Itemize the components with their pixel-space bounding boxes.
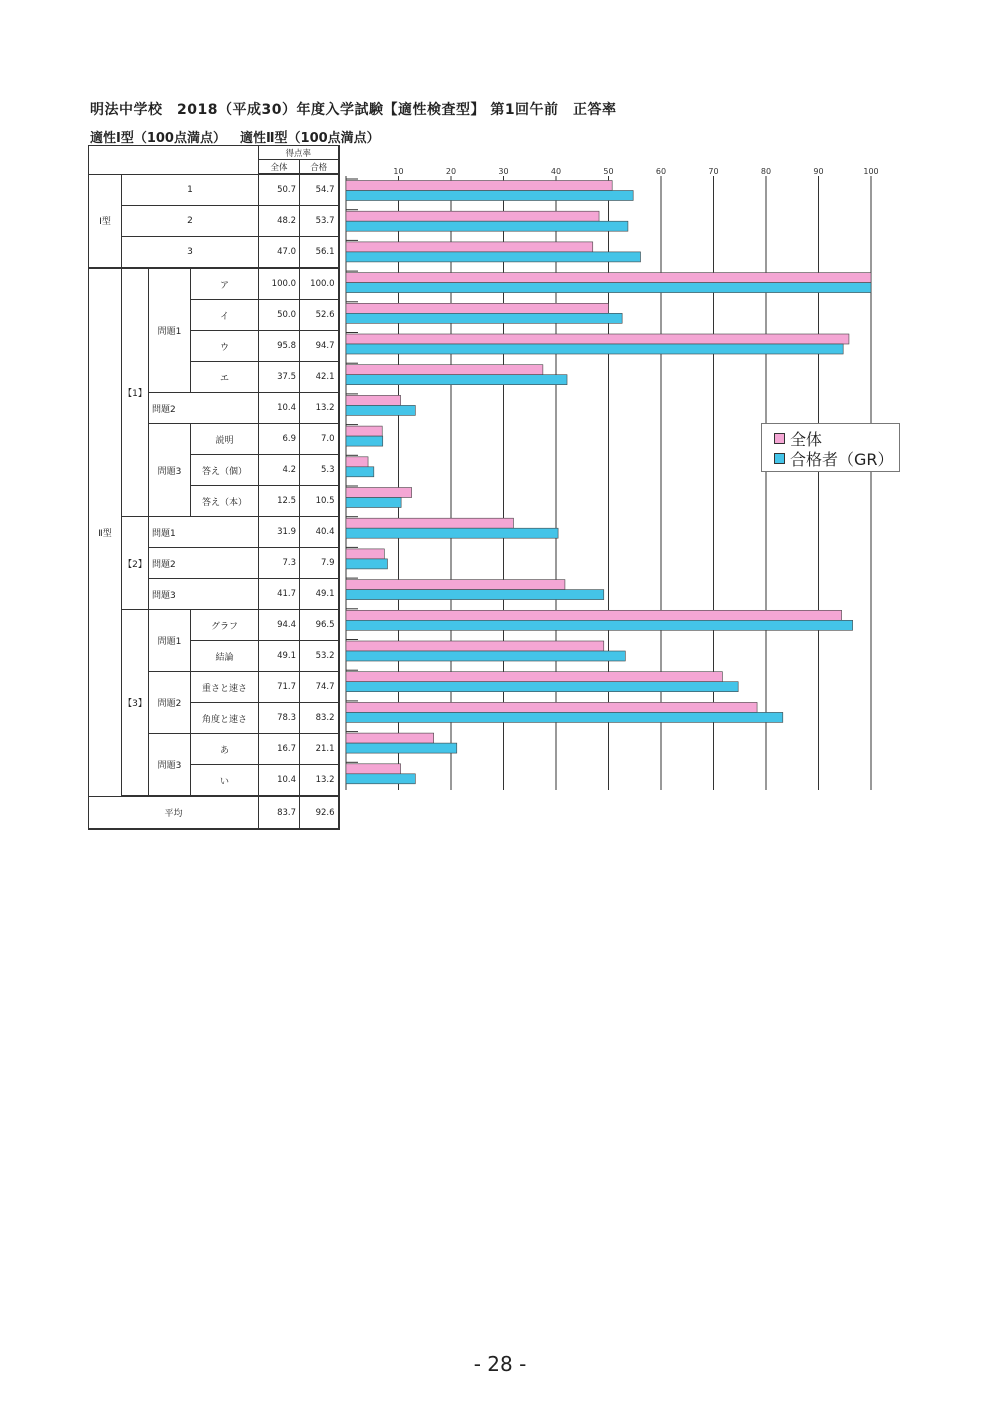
row-label: 問題3 — [149, 579, 259, 610]
cell-all: 50.7 — [259, 174, 300, 206]
cell-all: 95.8 — [259, 331, 300, 362]
average-pass: 92.6 — [300, 796, 339, 829]
bar-all — [346, 334, 849, 344]
score-table — [88, 145, 340, 830]
group-type2: Ⅱ型 — [89, 268, 122, 796]
x-tick-label: 30 — [498, 167, 509, 176]
cell-all: 94.4 — [259, 610, 300, 641]
row-label: イ — [191, 300, 259, 331]
x-tick-label: 10 — [393, 167, 404, 176]
cell-all: 31.9 — [259, 517, 300, 548]
group-type1: Ⅰ型 — [89, 174, 122, 268]
bar-pass — [346, 620, 853, 630]
row-label: 角度と速さ — [191, 703, 259, 734]
bar-all — [346, 488, 412, 498]
legend-swatch-pass — [774, 453, 785, 464]
cell-pass: 83.2 — [300, 703, 339, 734]
page-number: - 28 - — [473, 1352, 527, 1376]
row-label: 2 — [122, 206, 259, 237]
row-label: い — [191, 765, 259, 797]
cell-all: 50.0 — [259, 300, 300, 331]
x-tick-label: 40 — [550, 167, 562, 176]
cell-all: 4.2 — [259, 455, 300, 486]
bar-all — [346, 518, 513, 528]
section-1: 【1】 — [122, 268, 149, 517]
cell-all: 37.5 — [259, 362, 300, 393]
bar-all — [346, 641, 604, 651]
row-label: 答え（個） — [191, 455, 259, 486]
bar-pass — [346, 405, 415, 415]
cell-pass: 100.0 — [300, 268, 339, 300]
bar-pass — [346, 528, 558, 538]
bar-all — [346, 365, 543, 375]
x-tick-label: 100 — [863, 167, 879, 176]
question-1: 問題1 — [149, 610, 191, 672]
header-all: 全体 — [259, 160, 300, 175]
cell-all: 78.3 — [259, 703, 300, 734]
cell-pass: 13.2 — [300, 765, 339, 797]
cell-pass: 94.7 — [300, 331, 339, 362]
bar-pass — [346, 436, 383, 446]
x-tick-label: 90 — [813, 167, 824, 176]
cell-all: 100.0 — [259, 268, 300, 300]
section-3: 【3】 — [122, 610, 149, 797]
cell-all: 49.1 — [259, 641, 300, 672]
x-tick-label: 50 — [603, 167, 614, 176]
cell-pass: 42.1 — [300, 362, 339, 393]
x-tick-label: 60 — [655, 167, 667, 176]
bar-pass — [346, 252, 641, 262]
cell-all: 10.4 — [259, 765, 300, 797]
cell-all: 16.7 — [259, 734, 300, 765]
question-3: 問題3 — [149, 734, 191, 797]
cell-all: 41.7 — [259, 579, 300, 610]
header-pass: 合格 — [300, 160, 339, 175]
page-title: 明法中学校 2018（平成30）年度入学試験【適性検査型】 第1回午前 正答率 — [90, 102, 617, 118]
legend-item-pass — [762, 448, 899, 468]
cell-all: 47.0 — [259, 237, 300, 269]
x-tick-label: 70 — [708, 167, 719, 176]
bar-all — [346, 764, 401, 774]
row-label: 問題2 — [149, 548, 259, 579]
bar-pass — [346, 712, 783, 722]
bar-all — [346, 211, 599, 221]
subtitle-type2: 適性Ⅱ型（100点満点） — [239, 131, 380, 146]
average-label: 平均 — [89, 796, 259, 829]
cell-pass: 53.2 — [300, 641, 339, 672]
bar-pass — [346, 313, 622, 323]
cell-pass: 5.3 — [300, 455, 339, 486]
bar-pass — [346, 467, 374, 477]
cell-all: 12.5 — [259, 486, 300, 517]
bar-pass — [346, 743, 457, 753]
row-label: ウ — [191, 331, 259, 362]
cell-all: 10.4 — [259, 393, 300, 424]
bar-pass — [346, 498, 401, 508]
bar-all — [346, 702, 757, 712]
bar-all — [346, 610, 842, 620]
bar-all — [346, 303, 609, 313]
bar-all — [346, 426, 382, 436]
cell-pass: 74.7 — [300, 672, 339, 703]
row-label: 説明 — [191, 424, 259, 455]
cell-pass: 54.7 — [300, 174, 339, 206]
row-label: 問題2 — [149, 393, 259, 424]
question-2: 問題2 — [149, 672, 191, 734]
cell-pass: 96.5 — [300, 610, 339, 641]
bar-all — [346, 181, 612, 191]
section-2: 【2】 — [122, 517, 149, 610]
x-tick-label: 20 — [445, 167, 457, 176]
bar-all — [346, 242, 593, 252]
cell-pass: 21.1 — [300, 734, 339, 765]
row-label: 1 — [122, 174, 259, 206]
average-all: 83.7 — [259, 796, 300, 829]
cell-pass: 52.6 — [300, 300, 339, 331]
row-label: あ — [191, 734, 259, 765]
bar-pass — [346, 283, 871, 293]
bar-pass — [346, 191, 633, 201]
cell-all: 7.3 — [259, 548, 300, 579]
bar-chart — [340, 160, 880, 800]
bar-pass — [346, 682, 738, 692]
legend-item-all — [762, 428, 899, 448]
cell-pass: 40.4 — [300, 517, 339, 548]
question-1: 問題1 — [149, 268, 191, 393]
bar-pass — [346, 651, 625, 661]
row-label: 結論 — [191, 641, 259, 672]
bar-all — [346, 733, 434, 743]
row-label: 答え（本） — [191, 486, 259, 517]
bar-all — [346, 457, 368, 467]
bar-all — [346, 395, 401, 405]
cell-all: 6.9 — [259, 424, 300, 455]
row-label: グラフ — [191, 610, 259, 641]
legend-label-pass: 合格者（GR） — [790, 449, 894, 469]
cell-pass: 10.5 — [300, 486, 339, 517]
bar-all — [346, 549, 384, 559]
legend-swatch-all — [774, 433, 785, 444]
bar-pass — [346, 375, 567, 385]
bar-all — [346, 273, 871, 283]
header-rate: 得点率 — [259, 146, 339, 160]
bar-pass — [346, 559, 387, 569]
row-label: 重さと速さ — [191, 672, 259, 703]
x-tick-label: 80 — [760, 167, 772, 176]
bar-all — [346, 580, 565, 590]
bar-all — [346, 672, 722, 682]
table-corner — [89, 146, 259, 175]
bar-pass — [346, 221, 628, 231]
chart-legend — [761, 423, 900, 472]
cell-all: 71.7 — [259, 672, 300, 703]
row-label: 3 — [122, 237, 259, 269]
cell-pass: 53.7 — [300, 206, 339, 237]
cell-pass: 7.9 — [300, 548, 339, 579]
cell-pass: 7.0 — [300, 424, 339, 455]
cell-pass: 49.1 — [300, 579, 339, 610]
legend-label-all: 全体 — [790, 429, 823, 449]
bar-pass — [346, 590, 604, 600]
cell-pass: 56.1 — [300, 237, 339, 269]
row-label: エ — [191, 362, 259, 393]
row-label: 問題1 — [149, 517, 259, 548]
cell-pass: 13.2 — [300, 393, 339, 424]
cell-all: 48.2 — [259, 206, 300, 237]
question-3: 問題3 — [149, 424, 191, 517]
bar-pass — [346, 344, 843, 354]
row-label: ア — [191, 268, 259, 300]
subtitle — [90, 127, 394, 146]
subtitle-type1: 適性Ⅰ型（100点満点） — [90, 131, 226, 146]
bar-pass — [346, 774, 415, 784]
